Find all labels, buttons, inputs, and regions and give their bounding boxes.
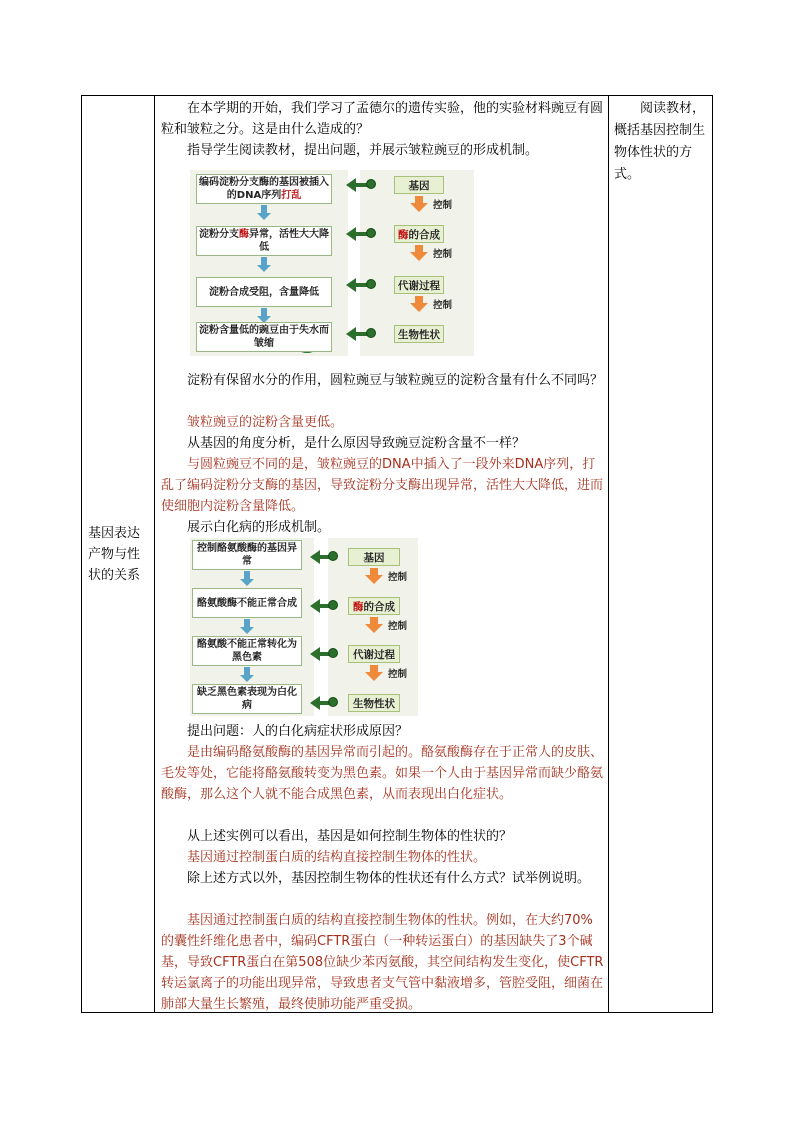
link-arrow-icon <box>310 696 338 710</box>
paragraph: 从基因的角度分析，是什么原因导致豌豆淀粉含量不一样？ <box>187 436 526 451</box>
link-arrow-icon <box>346 278 376 292</box>
mechanism-step-box: 控制酪氨酸酶的基因异常 <box>192 540 302 570</box>
mechanism-step-box: 淀粉含量低的豌豆由于失水而皱缩 <box>196 322 332 352</box>
answer-text: 基因通过控制蛋白质的结构直接控制生物体的性状。例如，在大约70%的囊性纤维化患者中，编码CFTR蛋白（一种转运蛋白）的基因缺失了3个碱基，导致CFTR蛋白在第508位缺少苯丙氨酸，其空间结构发生变化，使CFTR转运氯离子的功能出现异常，导致患者支气管中黏液增多，管腔受阻，细菌在肺部大量生长繁殖，最终使肺功能严重受损。 <box>161 913 604 1012</box>
lesson-table <box>81 95 713 1013</box>
paragraph: 除上述方式以外，基因控制生物体的性状还有什么方式？试举例说明。 <box>187 871 591 886</box>
link-arrow-icon <box>346 227 376 241</box>
link-arrow-icon <box>346 327 376 341</box>
link-arrow-icon <box>310 599 338 613</box>
paragraph: 淀粉有保留水分的作用，圆粒豌豆与皱粒豌豆的淀粉含量有什么不同吗？ <box>187 373 604 388</box>
section-title: 基因表达产物与性状的关系 <box>88 525 141 583</box>
control-label: 控制 <box>433 249 453 260</box>
section-title-cell <box>82 96 154 1012</box>
link-arrow-icon <box>310 550 338 564</box>
column-divider <box>608 96 609 1012</box>
mechanism-step-box: 淀粉合成受阻，含量降低 <box>196 277 332 307</box>
control-label: 控制 <box>388 621 408 632</box>
concept-box: 酶的合成 <box>348 597 400 615</box>
paragraph: 从上述实例可以看出，基因是如何控制生物体的性状的？ <box>187 829 513 844</box>
mechanism-step-box: 缺乏黑色素表现为白化病 <box>192 684 302 714</box>
concept-box: 基因 <box>348 548 400 566</box>
paragraph: 在本学期的开始，我们学习了孟德尔的遗传实验，他的实验材料豌豆有圆粒和皱粒之分。这是由什么造成的？ <box>161 101 604 137</box>
control-label: 控制 <box>388 572 408 583</box>
control-label: 控制 <box>433 300 453 311</box>
concept-box: 基因 <box>394 176 444 194</box>
answer-text: 是由编码酪氨酸酶的基因异常而引起的。酪氨酸酶存在于正常人的皮肤、毛发等处，它能将酪氨酸转变为黑色素。如果一个人由于基因异常而缺少酪氨酸酶，那么这个人就不能合成黑色素，从而表现出白化症状。 <box>161 745 604 802</box>
paragraph: 指导学生阅读教材，提出问题，并展示皱粒豌豆的形成机制。 <box>187 143 539 158</box>
answer-text: 基因通过控制蛋白质的结构直接控制生物体的性状。 <box>187 850 487 865</box>
concept-box: 生物性状 <box>348 694 400 712</box>
concept-box: 生物性状 <box>394 325 444 343</box>
paragraph: 提出问题：人的白化病症状形成原因？ <box>187 724 409 739</box>
mechanism-step-box: 酪氨酸酶不能正常合成 <box>192 588 302 618</box>
column-divider <box>154 96 155 1012</box>
answer-text: 与圆粒豌豆不同的是，皱粒豌豆的DNA中插入了一段外来DNA序列，打乱了编码淀粉分支酶的基因，导致淀粉分支酶出现异常，活性大大降低，进而使细胞内淀粉含量降低。 <box>161 457 604 514</box>
mechanism-step-box: 酪氨酸不能正常转化为黑色素 <box>192 636 302 666</box>
mechanism-step-box: 编码淀粉分支酶的基因被插入的DNA序列打乱 <box>196 174 332 204</box>
student-activity: 阅读教材，概括基因控制生物体性状的方式。 <box>614 101 706 182</box>
link-arrow-icon <box>346 178 376 192</box>
answer-text: 皱粒豌豆的淀粉含量更低。 <box>187 415 344 430</box>
control-label: 控制 <box>433 200 453 211</box>
mechanism-step-box: 淀粉分支酶异常，活性大大降低 <box>196 226 332 256</box>
link-arrow-icon <box>310 647 338 661</box>
concept-box: 代谢过程 <box>348 645 400 663</box>
concept-box: 代谢过程 <box>394 276 444 294</box>
paragraph: 展示白化病的形成机制。 <box>187 520 331 535</box>
concept-box: 酶的合成 <box>394 225 444 243</box>
control-label: 控制 <box>388 669 408 680</box>
